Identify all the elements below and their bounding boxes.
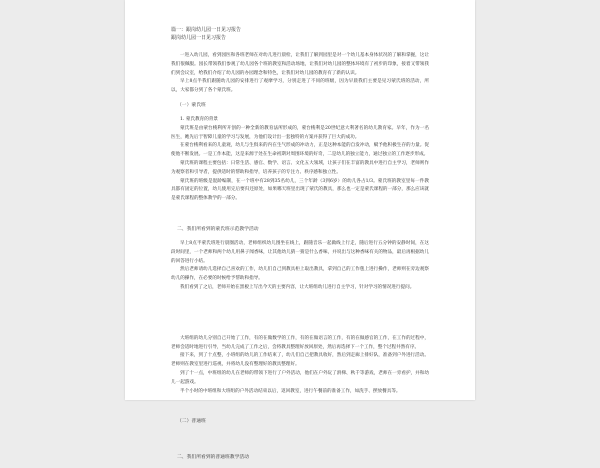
- paragraph: 接下来，到了十点整，小班组的幼儿的工作结束了，幼儿们自己把教具收好，然后到走廊上排好队，准备到户外进行活动。老师则在教室里进行巡视，并将幼儿没有整理好的教具整理好。: [171, 353, 429, 368]
- paragraph: 我们看到了之后，老师开始在黑板上写出今天的主要内容，让大班组幼儿进行自主学习，针对学习的情况进行提问。: [180, 284, 415, 290]
- section-heading: （二）普通班: [177, 419, 206, 425]
- section-heading: 二、我们所看到的普通班教学活动: [177, 455, 249, 461]
- section-heading: （一）蒙氏班: [177, 102, 206, 108]
- paragraph: 蒙氏班是由蒙台梭利所开创的一种全新的教育法所形成的，蒙台梭利是20世纪意大利著名的幼儿教育家。早年，作为一名医生，她先后于智障儿童的学习与发展，为他们设计出一套独特的方案并获得了巨大的成功。: [171, 125, 429, 140]
- paragraph: 然后老师请幼儿选择自己喜欢的工作，幼儿们自己到教具柜上取出教具，拿到自己的工作毯上进行操作，老师则在旁边观察幼儿的操作，在必要的时候给予帮助和指导。: [171, 267, 429, 282]
- paragraph: 蒙氏班的课程主要包括：日常生活、感官、数学、语言、文化五大领域，让孩子们在丰富的教具中进行自主学习，老师则作为观察者和引导者，提供适时的帮助和指导，培养孩子的专注力、秩序感和独立性。: [171, 160, 429, 175]
- document-page: [125, 0, 475, 461]
- paragraph: 在蒙台梭利看来的儿童观，幼儿与生俱来的内在生气形成的冲动力，正是这种本能的自发冲动，赋予他积极生存的力量。促使他不断发展。一是工作本能，这是来源于处在生命初期对周围环境的好奇，二是幼儿的独立能力，通过独立的工作逐步形成。: [171, 143, 429, 158]
- paragraph: 蒙氏班的班级是混龄编制，在一个班中有28到35名幼儿，三个年龄（3到6岁）的幼儿各占1/3。蒙氏班的教室里每一件教具都有固定的位置，幼儿使用完后要归还原处，如果哪天班里出现了蒙氏的教具，那么也一定是蒙氏课程的一部分，那么应该就是蒙氏课程的整体教学的一部分。: [171, 178, 429, 202]
- section-heading: 二、我们所看到的蒙氏班示范教学活动: [177, 226, 259, 232]
- document-title: 篇一：跟岗幼儿园一日见习报告: [171, 27, 242, 33]
- document-subtitle: 跟岗幼儿园一日见习报告: [171, 35, 227, 41]
- document-body: [171, 26, 429, 468]
- paragraph: 早上8点半蒙氏班进行晨圈活动，老师组织幼儿围坐在线上，跟随音乐一起做线上行走，随后进行五分钟的安静时间，在这段时间里，一个老师和两个幼儿用鼻子闻香味，让其他幼儿猜一猜是什么香味，并说出与这种香味有关的物品，最后再根据幼儿的回答进行小结。: [171, 240, 429, 264]
- paragraph: 大班组的幼儿分别自己开始了工作，有的在做数学的工作，有的在做语言的工作，有的在做感官的工作，在工作的过程中，老师会适时地进行引导，当幼儿完成了工作之后，会将教具整理好放回原处，然后再选择下一个工作，整个过程井然有序。: [171, 335, 429, 350]
- paragraph: 早上8点半我们跟随幼儿园的安排进行了观摩学习，分别走进了不同的班级，因为早晨我们主要是见习蒙氏班的活动，所以，大家都分到了各个蒙氏班。: [171, 79, 429, 94]
- paragraph: 一进入幼儿园，看到园医和各班老师在对幼儿进行晨检，让我们了解到园里是对一个幼儿基本身体状况的了解和掌握，这让我们很佩服。园长带领我们参观了幼儿园各个班的教室和活动场地，让我们对幼儿园的整体环境有了初步的印象，接着又带领我们到会议室，给我们介绍了幼儿园的办园理念和特色，让我们对幼儿园的教育有了新的认识。: [171, 53, 429, 76]
- paragraph: 到了十一点，中班组的幼儿在老师的带领下进行了户外活动，他们在户外玩了滑梯、秋千等游戏，老师在一旁看护，并和幼儿一起游戏。: [171, 370, 429, 385]
- subsection-heading: 1. 蒙氏教育的背景: [180, 116, 219, 122]
- paragraph: 半个小时的中班组和大班组的户外活动结束以后，返回教室，进行午餐前的准备工作，如洗手、摆放餐具等。: [180, 388, 401, 394]
